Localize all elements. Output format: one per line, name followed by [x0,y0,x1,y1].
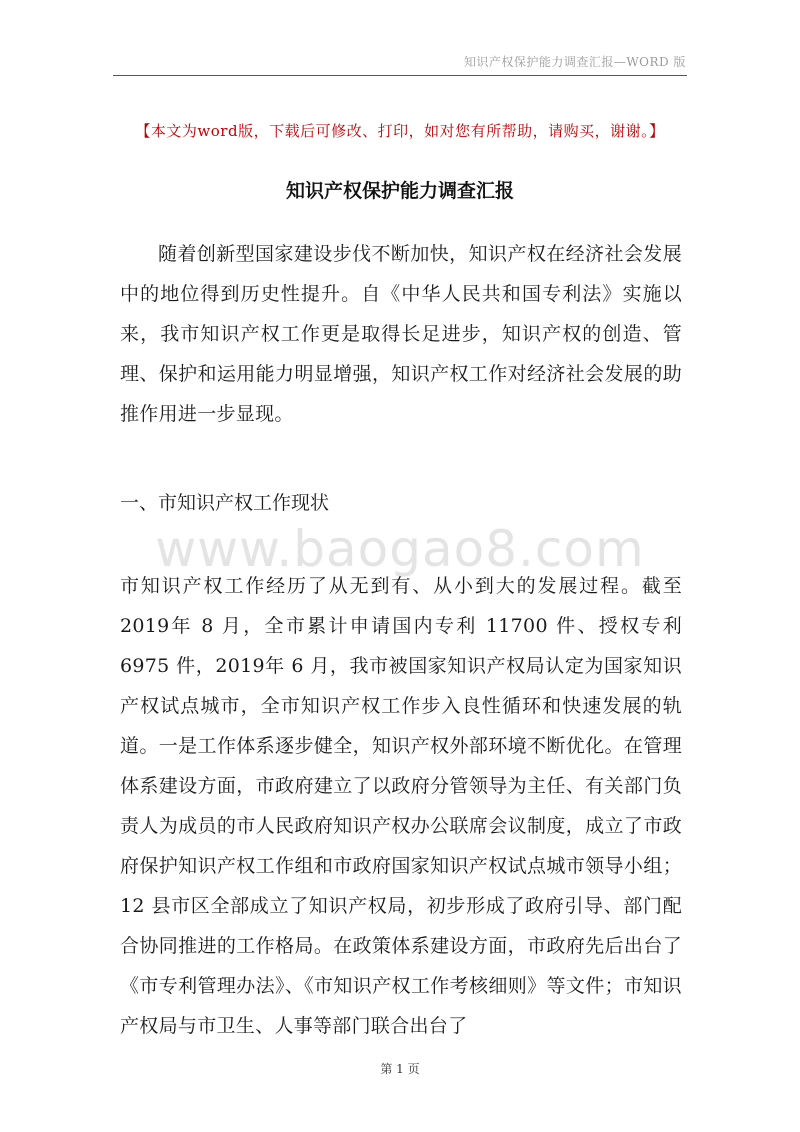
running-header: 知识产权保护能力调查汇报—WORD 版 [463,55,686,69]
intro-paragraph: 随着创新型国家建设步伐不断加快，知识产权在经济社会发展中的地位得到历史性提升。自《中华人民共和国专利法》实施以来，我市知识产权工作更是取得长足进步，知识产权的创造、管理、保护和运用能力明显增强，知识产权工作对经济社会发展的助推作用进一步显现。 [120,243,682,425]
purchase-notice: 【本文为word版，下载后可修改、打印，如对您有所帮助，请购买，谢谢。】 [135,122,665,140]
watermark-text: www.baogao8.com [155,520,645,578]
header-divider [113,75,687,76]
page-number: 第 1 页 [380,1062,420,1076]
section-heading: 一、市知识产权工作现状 [120,492,330,514]
document-title: 知识产权保护能力调查汇报 [285,180,514,202]
section-body-paragraph: 市知识产权工作经历了从无到有、从小到大的发展过程。截至 2019年 8 月，全市累计申请国内专利 11700 件、授权专利 6975 件，2019年 6 月，我市被国家知识产权局认定为国家知识产权试点城市，全市知识产权工作步入良性循环和快速发展的轨道。一是工作体系逐步健全，知识产权外部环境不断优化。在管理体系建设方面，市政府建立了以政府分管领导为主任、有关部门负责人为成员的市人民政府知识产权办公联席会议制度，成立了市政府保护知识产权工作组和市政府国家知识产权试点城市领导小组；12 县市区全部成立了知识产权局，初步形成了政府引导、部门配合协同推进的工作格局。在政策体系建设方面，市政府先后出台了《市专利管理办法》、《市知识产权工作考核细则》等文件；市知识产权局与市卫生、人事等部门联合出台了 [120,575,682,1037]
